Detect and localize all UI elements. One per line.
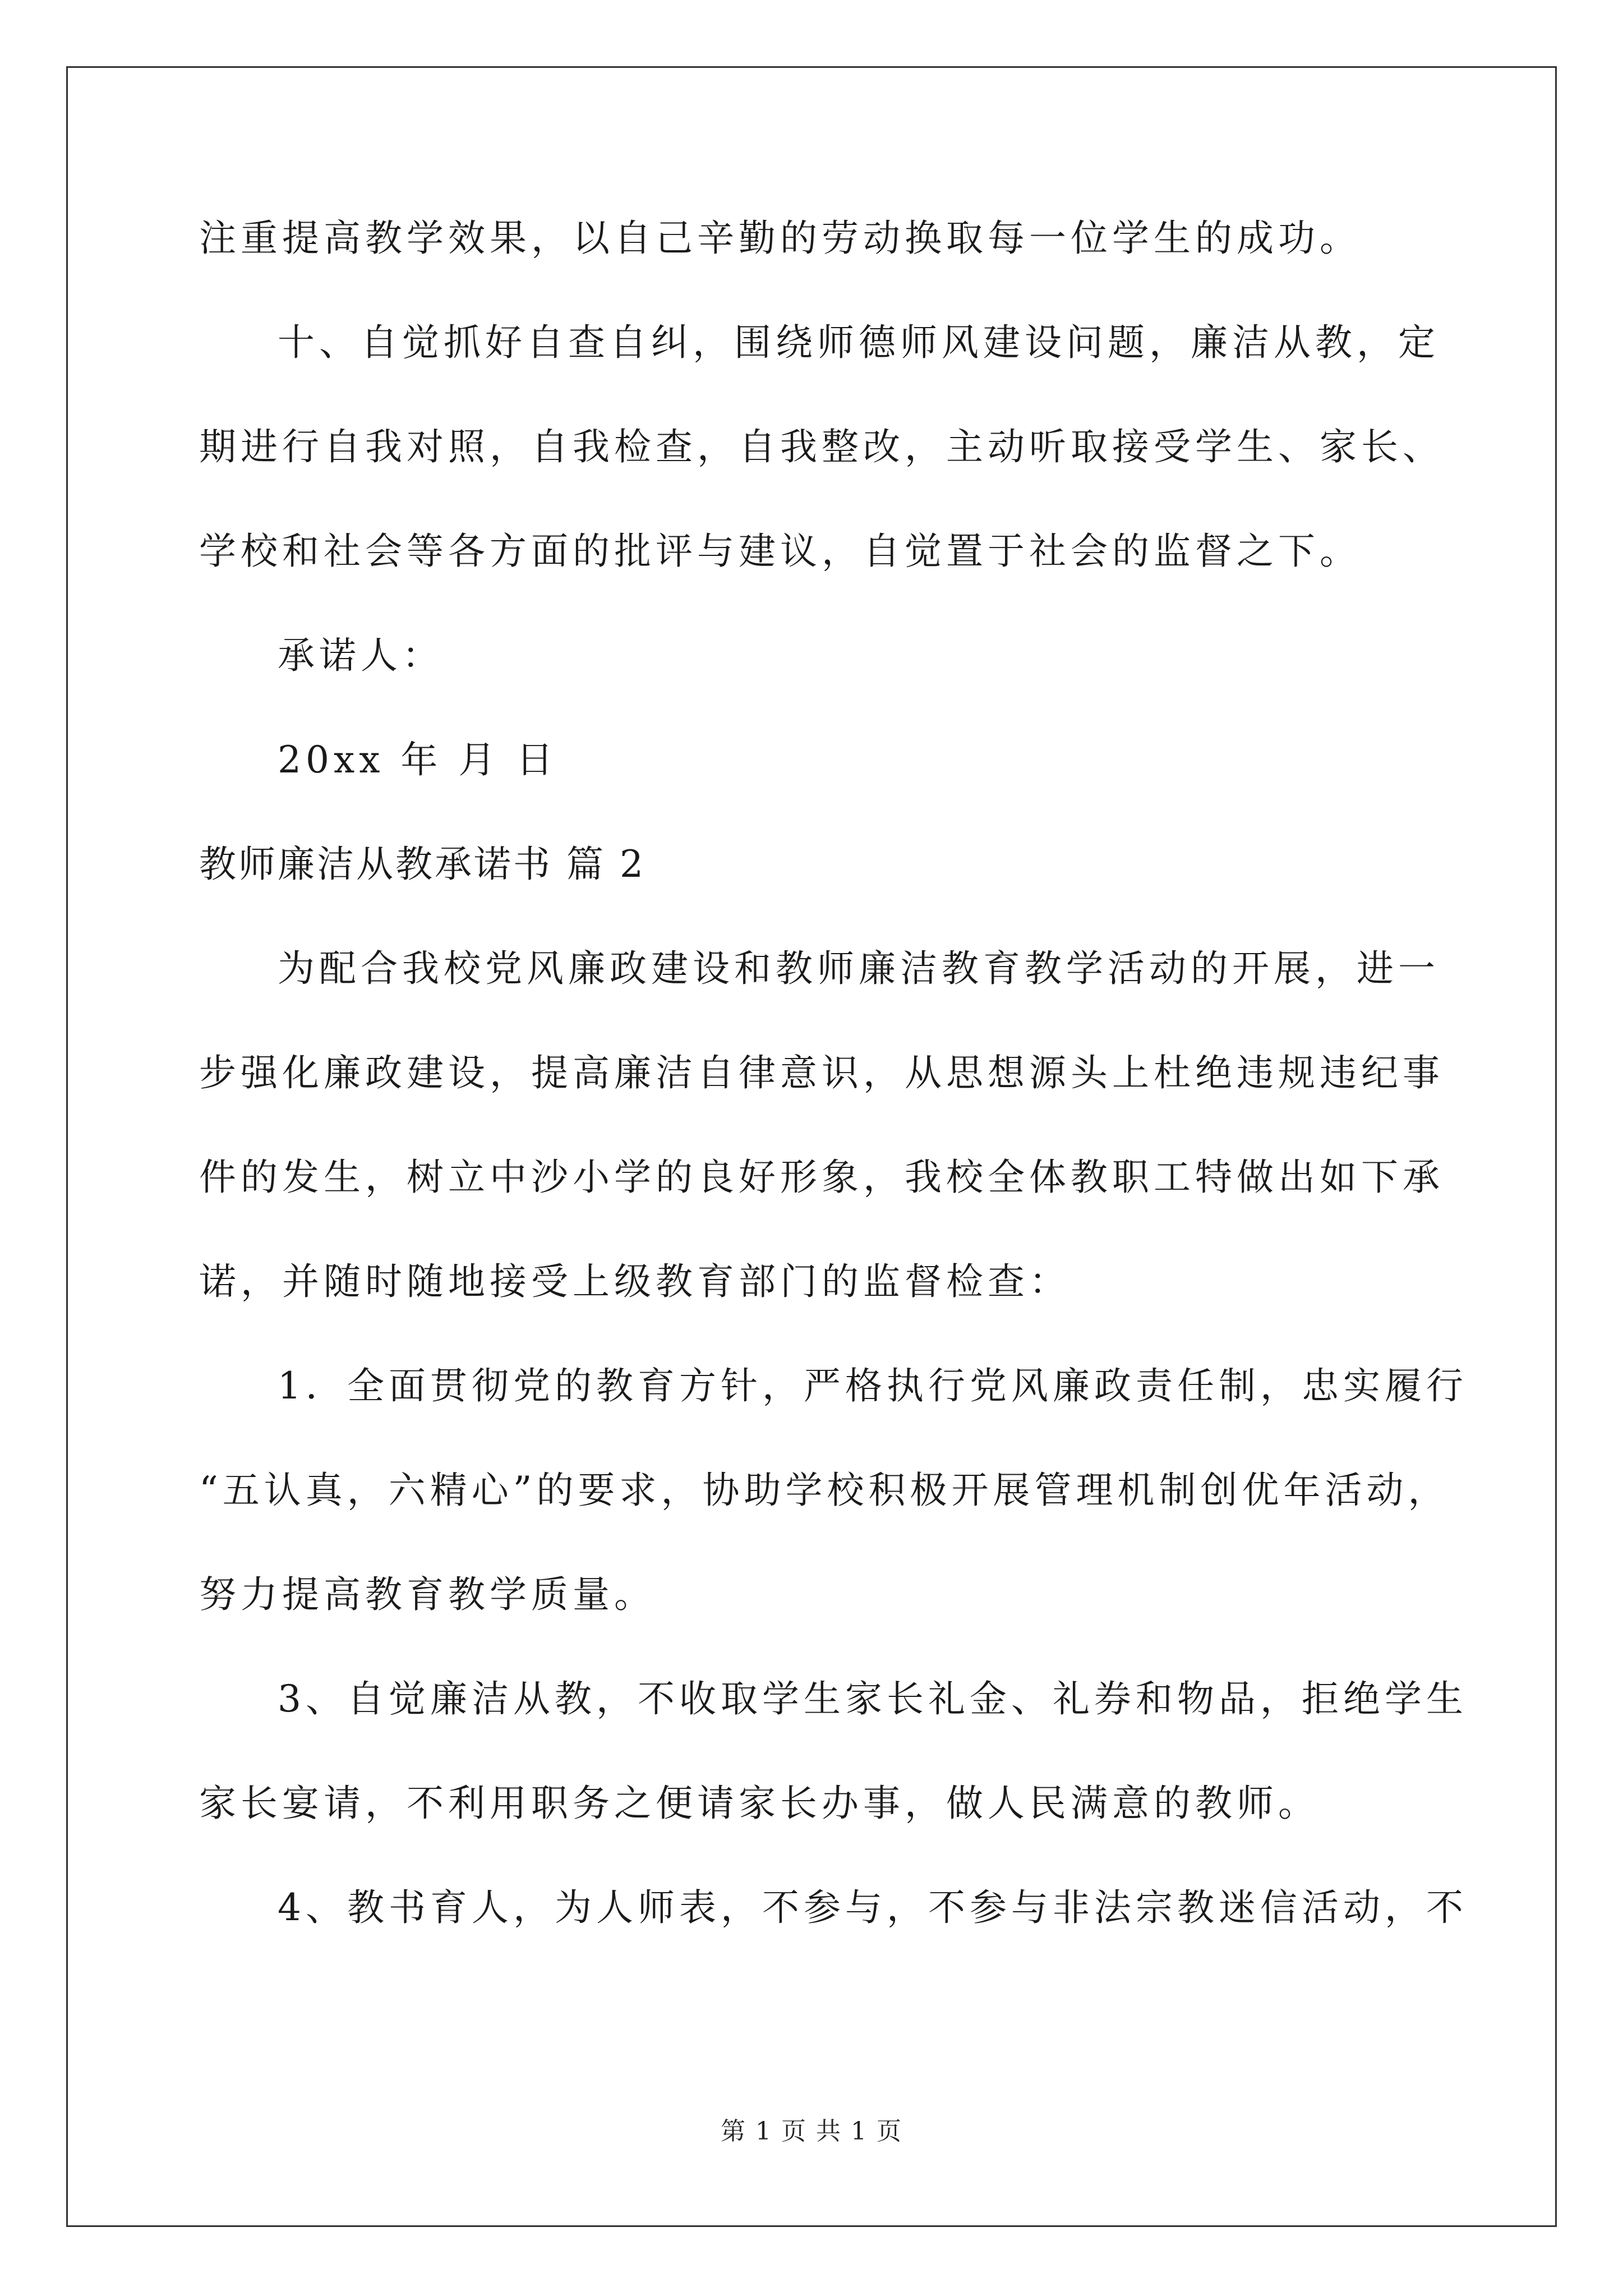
paragraph-line: 注重提高教学效果，以自己辛勤的劳动换取每一位学生的成功。 <box>199 217 1361 260</box>
page-number-footer: 第 1 页 共 1 页 <box>721 2117 902 2146</box>
paragraph-line: 4、教书育人，为人师表，不参与，不参与非法宗教迷信活动，不 <box>278 1886 1468 1929</box>
paragraph-line: 十、自觉抓好自查自纠，围绕师德师风建设问题，廉洁从教，定 <box>278 321 1440 364</box>
paragraph-line: 件的发生，树立中沙小学的良好形象，我校全体教职工特做出如下承 <box>199 1156 1444 1199</box>
section-title: 教师廉洁从教承诺书 篇 2 <box>199 843 645 886</box>
paragraph-line: 努力提高教育教学质量。 <box>199 1573 656 1616</box>
paragraph-line: 期进行自我对照，自我检查，自我整改，主动听取接受学生、家长、 <box>199 425 1444 468</box>
paragraph-line: 家长宴请，不利用职务之便请家长办事，做人民满意的教师。 <box>199 1782 1320 1825</box>
paragraph-line: 3、自觉廉洁从教，不收取学生家长礼金、礼券和物品，拒绝学生 <box>278 1677 1468 1720</box>
paragraph-line: “五认真，六精心”的要求，协助学校积极开展管理机制创优年活动， <box>199 1469 1450 1512</box>
date-line: 20xx 年 月 日 <box>278 738 558 781</box>
signature-label: 承诺人： <box>278 634 444 677</box>
paragraph-line: 步强化廉政建设，提高廉洁自律意识，从思想源头上杜绝违规违纪事 <box>199 1051 1444 1094</box>
document-body <box>199 213 1468 1933</box>
paragraph-line: 1．全面贯彻党的教育方针，严格执行党风廉政责任制，忠实履行 <box>278 1364 1468 1407</box>
paragraph-line: 学校和社会等各方面的批评与建议，自觉置于社会的监督之下。 <box>199 530 1361 573</box>
paragraph-line: 诺，并随时随地接受上级教育部门的监督检查： <box>199 1260 1071 1303</box>
paragraph-line: 为配合我校党风廉政建设和教师廉洁教育教学活动的开展，进一 <box>278 947 1440 990</box>
